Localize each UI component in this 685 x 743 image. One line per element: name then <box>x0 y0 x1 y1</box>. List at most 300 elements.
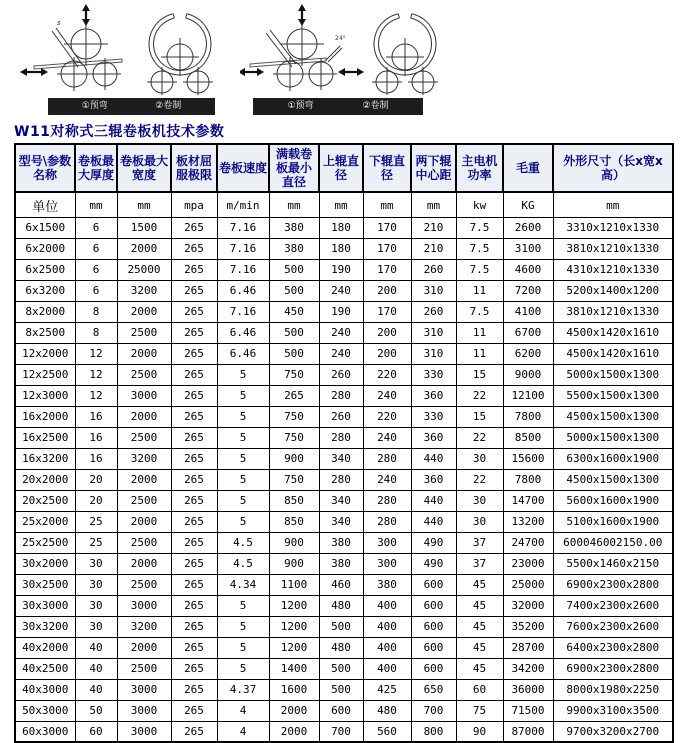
value-cell: 265 <box>171 343 217 364</box>
value-cell: 400 <box>363 595 411 616</box>
value-cell: 7.5 <box>456 217 503 238</box>
value-cell: 850 <box>269 511 319 532</box>
value-cell: 30 <box>456 448 503 469</box>
value-cell: 5 <box>217 658 269 679</box>
table-row <box>15 469 673 490</box>
value-cell: 5 <box>217 448 269 469</box>
value-cell: 750 <box>269 364 319 385</box>
model-cell: 30x3000 <box>15 595 75 616</box>
model-cell: 12x2500 <box>15 364 75 385</box>
value-cell: 22 <box>456 427 503 448</box>
value-cell: 280 <box>319 469 363 490</box>
value-cell: 5 <box>217 385 269 406</box>
bent-sheet-edge <box>56 28 82 64</box>
value-cell: 280 <box>319 427 363 448</box>
value-cell: 2000 <box>117 553 171 574</box>
value-cell: 500 <box>319 658 363 679</box>
value-cell: 180 <box>319 217 363 238</box>
value-cell: 11 <box>456 280 503 301</box>
value-cell: 200 <box>363 322 411 343</box>
value-cell: 2000 <box>117 511 171 532</box>
model-cell: 30x3200 <box>15 616 75 637</box>
value-cell: 500 <box>269 322 319 343</box>
value-cell: 650 <box>411 679 456 700</box>
value-cell: 600 <box>411 658 456 679</box>
value-cell: 265 <box>171 469 217 490</box>
unit-cell: mm <box>117 192 171 217</box>
value-cell: 380 <box>269 217 319 238</box>
value-cell: 2500 <box>117 532 171 553</box>
value-cell: 600 <box>411 637 456 658</box>
value-cell: 5000x1500x1300 <box>553 364 673 385</box>
value-cell: 15 <box>456 364 503 385</box>
header-row <box>15 144 673 192</box>
value-cell: 400 <box>363 658 411 679</box>
value-cell: 37 <box>456 553 503 574</box>
value-cell: 6200 <box>503 343 553 364</box>
value-cell: 12 <box>75 385 117 406</box>
value-cell: 87000 <box>503 721 553 742</box>
value-cell: 71500 <box>503 700 553 721</box>
value-cell: 260 <box>319 406 363 427</box>
value-cell: 380 <box>319 553 363 574</box>
value-cell: 4500x1500x1300 <box>553 469 673 490</box>
value-cell: 240 <box>363 427 411 448</box>
value-cell: 7400x2300x2600 <box>553 595 673 616</box>
value-cell: 170 <box>363 238 411 259</box>
value-cell: 4 <box>217 721 269 742</box>
model-cell: 40x3000 <box>15 679 75 700</box>
prebend-diagram <box>240 4 364 91</box>
value-cell: 30 <box>75 553 117 574</box>
value-cell: 7.5 <box>456 259 503 280</box>
value-cell: 180 <box>319 238 363 259</box>
model-cell: 8x2000 <box>15 301 75 322</box>
value-cell: 280 <box>363 448 411 469</box>
value-cell: 500 <box>319 616 363 637</box>
model-cell: 25x2000 <box>15 511 75 532</box>
value-cell: 7600x2300x2600 <box>553 616 673 637</box>
model-cell: 12x3000 <box>15 385 75 406</box>
value-cell: 310 <box>411 343 456 364</box>
value-cell: 1200 <box>269 595 319 616</box>
value-cell: 4.5 <box>217 532 269 553</box>
value-cell: 500 <box>269 280 319 301</box>
model-cell: 8x2500 <box>15 322 75 343</box>
model-cell: 6x1500 <box>15 217 75 238</box>
value-cell: 28700 <box>503 637 553 658</box>
value-cell: 3000 <box>117 679 171 700</box>
value-cell: 5 <box>217 637 269 658</box>
model-cell: 6x3200 <box>15 280 75 301</box>
table-row <box>15 616 673 637</box>
value-cell: 30 <box>75 595 117 616</box>
value-cell: 7.16 <box>217 238 269 259</box>
table-row <box>15 595 673 616</box>
value-cell: 6 <box>75 259 117 280</box>
table-row <box>15 511 673 532</box>
value-cell: 700 <box>411 700 456 721</box>
value-cell: 265 <box>171 700 217 721</box>
table-row <box>15 259 673 280</box>
table-row <box>15 322 673 343</box>
unit-row-label: 单位 <box>15 192 75 217</box>
bent-sheet-edge <box>270 30 296 64</box>
value-cell: 265 <box>171 364 217 385</box>
column-header: 两下辊中心距 <box>411 144 456 192</box>
value-cell: 23000 <box>503 553 553 574</box>
value-cell: 360 <box>411 469 456 490</box>
value-cell: 190 <box>319 301 363 322</box>
value-cell: 9000 <box>503 364 553 385</box>
value-cell: 450 <box>269 301 319 322</box>
value-cell: 7800 <box>503 406 553 427</box>
value-cell: 36000 <box>503 679 553 700</box>
value-cell: 2500 <box>117 574 171 595</box>
value-cell: 7.16 <box>217 301 269 322</box>
value-cell: 11 <box>456 343 503 364</box>
table-row <box>15 385 673 406</box>
value-cell: 11 <box>456 322 503 343</box>
value-cell: 6 <box>75 238 117 259</box>
table-row <box>15 238 673 259</box>
value-cell: 30 <box>456 511 503 532</box>
value-cell: 265 <box>171 616 217 637</box>
value-cell: 700 <box>319 721 363 742</box>
plate-shape <box>34 59 122 69</box>
value-cell: 750 <box>269 406 319 427</box>
value-cell: 440 <box>411 448 456 469</box>
value-cell: 1500 <box>117 217 171 238</box>
value-cell: 500 <box>269 259 319 280</box>
value-cell: 190 <box>319 259 363 280</box>
column-header: 板材屈服极限 <box>171 144 217 192</box>
value-cell: 400 <box>363 616 411 637</box>
value-cell: 7800 <box>503 469 553 490</box>
value-cell: 340 <box>319 448 363 469</box>
value-cell: 170 <box>363 301 411 322</box>
value-cell: 310 <box>411 280 456 301</box>
value-cell: 5500x1500x1300 <box>553 385 673 406</box>
unit-cell: mm <box>363 192 411 217</box>
value-cell: 25 <box>75 532 117 553</box>
value-cell: 34200 <box>503 658 553 679</box>
value-cell: 6300x1600x1900 <box>553 448 673 469</box>
value-cell: 16 <box>75 448 117 469</box>
value-cell: 600 <box>319 700 363 721</box>
unit-cell: mm <box>553 192 673 217</box>
horizontal-double-arrow-left-icon <box>240 68 264 76</box>
value-cell: 265 <box>171 679 217 700</box>
value-cell: 900 <box>269 532 319 553</box>
value-cell: 4100 <box>503 301 553 322</box>
value-cell: 15 <box>456 406 503 427</box>
table-row <box>15 301 673 322</box>
value-cell: 360 <box>411 427 456 448</box>
table-row <box>15 490 673 511</box>
spec-table <box>14 143 674 743</box>
value-cell: 360 <box>411 385 456 406</box>
value-cell: 12100 <box>503 385 553 406</box>
value-cell: 22 <box>456 385 503 406</box>
value-cell: 30 <box>456 490 503 511</box>
value-cell: 12 <box>75 343 117 364</box>
value-cell: 600 <box>411 616 456 637</box>
value-cell: 25 <box>75 511 117 532</box>
value-cell: 14700 <box>503 490 553 511</box>
value-cell: 8 <box>75 301 117 322</box>
table-row <box>15 406 673 427</box>
value-cell: 5 <box>217 595 269 616</box>
value-cell: 600 <box>411 595 456 616</box>
model-cell: 30x2000 <box>15 553 75 574</box>
value-cell: 265 <box>171 385 217 406</box>
value-cell: 240 <box>319 343 363 364</box>
model-cell: 50x3000 <box>15 700 75 721</box>
value-cell: 3810x1210x1330 <box>553 301 673 322</box>
table-row <box>15 217 673 238</box>
table-row <box>15 679 673 700</box>
value-cell: 3310x1210x1330 <box>553 217 673 238</box>
value-cell: 32000 <box>503 595 553 616</box>
value-cell: 6900x2300x2800 <box>553 574 673 595</box>
value-cell: 380 <box>319 532 363 553</box>
table-row <box>15 637 673 658</box>
value-cell: 2000 <box>269 721 319 742</box>
value-cell: 6 <box>75 217 117 238</box>
value-cell: 7200 <box>503 280 553 301</box>
value-cell: 35200 <box>503 616 553 637</box>
value-cell: 265 <box>171 637 217 658</box>
value-cell: 460 <box>319 574 363 595</box>
value-cell: 220 <box>363 364 411 385</box>
model-cell: 40x2000 <box>15 637 75 658</box>
step1-label: ①预弯 <box>287 101 314 111</box>
value-cell: 210 <box>411 217 456 238</box>
value-cell: 7.5 <box>456 238 503 259</box>
table-row <box>15 280 673 301</box>
value-cell: 280 <box>363 490 411 511</box>
value-cell: 600 <box>411 574 456 595</box>
value-cell: 5000x1500x1300 <box>553 427 673 448</box>
roller-bending-diagram-2 <box>240 4 450 96</box>
column-header: 卷板最大厚度 <box>75 144 117 192</box>
value-cell: 265 <box>171 406 217 427</box>
value-cell: 480 <box>319 637 363 658</box>
value-cell: 5500x1460x2150 <box>553 553 673 574</box>
value-cell: 3200 <box>117 616 171 637</box>
value-cell: 7.5 <box>456 301 503 322</box>
value-cell: 3810x1210x1330 <box>553 238 673 259</box>
value-cell: 265 <box>171 427 217 448</box>
value-cell: 240 <box>363 469 411 490</box>
value-cell: 5100x1600x1900 <box>553 511 673 532</box>
value-cell: 170 <box>363 217 411 238</box>
value-cell: 265 <box>171 658 217 679</box>
value-cell: 2500 <box>117 658 171 679</box>
value-cell: 240 <box>363 385 411 406</box>
model-cell: 30x2500 <box>15 574 75 595</box>
value-cell: 12 <box>75 364 117 385</box>
value-cell: 340 <box>319 490 363 511</box>
value-cell: 7.16 <box>217 217 269 238</box>
unit-cell: m/min <box>217 192 269 217</box>
value-cell: 25000 <box>503 574 553 595</box>
value-cell: 45 <box>456 616 503 637</box>
column-header: 型号\参数名称 <box>15 144 75 192</box>
value-cell: 560 <box>363 721 411 742</box>
value-cell: 40 <box>75 679 117 700</box>
value-cell: 16 <box>75 427 117 448</box>
value-cell: 5 <box>217 406 269 427</box>
value-cell: 4500x1420x1610 <box>553 343 673 364</box>
value-cell: 4.34 <box>217 574 269 595</box>
value-cell: 6 <box>75 280 117 301</box>
model-cell: 60x3000 <box>15 721 75 742</box>
annotation-angle: 24° <box>335 35 346 42</box>
value-cell: 240 <box>319 322 363 343</box>
value-cell: 75 <box>456 700 503 721</box>
roller-bending-diagram-1 <box>20 4 225 96</box>
value-cell: 265 <box>171 595 217 616</box>
value-cell: 500 <box>319 679 363 700</box>
value-cell: 30 <box>75 574 117 595</box>
value-cell: 3000 <box>117 385 171 406</box>
value-cell: 750 <box>269 427 319 448</box>
column-header: 卷板速度 <box>217 144 269 192</box>
value-cell: 3000 <box>117 721 171 742</box>
value-cell: 5 <box>217 469 269 490</box>
value-cell: 200 <box>363 343 411 364</box>
value-cell: 6400x2300x2800 <box>553 637 673 658</box>
model-cell: 16x3200 <box>15 448 75 469</box>
value-cell: 850 <box>269 490 319 511</box>
value-cell: 300 <box>363 553 411 574</box>
value-cell: 15600 <box>503 448 553 469</box>
value-cell: 90 <box>456 721 503 742</box>
value-cell: 265 <box>171 322 217 343</box>
unit-cell: mm <box>269 192 319 217</box>
value-cell: 400 <box>363 637 411 658</box>
value-cell: 6.46 <box>217 280 269 301</box>
table-row <box>15 427 673 448</box>
value-cell: 25000 <box>117 259 171 280</box>
value-cell: 265 <box>171 238 217 259</box>
value-cell: 265 <box>171 217 217 238</box>
value-cell: 490 <box>411 553 456 574</box>
value-cell: 50 <box>75 700 117 721</box>
value-cell: 440 <box>411 490 456 511</box>
value-cell: 9700x3200x2700 <box>553 721 673 742</box>
value-cell: 330 <box>411 406 456 427</box>
table-row <box>15 448 673 469</box>
value-cell: 6700 <box>503 322 553 343</box>
model-cell: 20x2500 <box>15 490 75 511</box>
column-header: 主电机功率 <box>456 144 503 192</box>
value-cell: 380 <box>363 574 411 595</box>
value-cell: 6.46 <box>217 343 269 364</box>
value-cell: 340 <box>319 511 363 532</box>
unit-cell: kw <box>456 192 503 217</box>
value-cell: 2000 <box>117 637 171 658</box>
column-header: 外形尺寸（长x宽x高） <box>553 144 673 192</box>
value-cell: 3200 <box>117 448 171 469</box>
value-cell: 3100 <box>503 238 553 259</box>
value-cell: 1100 <box>269 574 319 595</box>
value-cell: 3200 <box>117 280 171 301</box>
value-cell: 280 <box>319 385 363 406</box>
column-header: 卷板最大宽度 <box>117 144 171 192</box>
value-cell: 4600 <box>503 259 553 280</box>
model-cell: 16x2500 <box>15 427 75 448</box>
bent-plate-end <box>328 48 342 62</box>
value-cell: 220 <box>363 406 411 427</box>
table-body <box>15 217 673 742</box>
value-cell: 5 <box>217 616 269 637</box>
value-cell: 800 <box>411 721 456 742</box>
value-cell: 1200 <box>269 616 319 637</box>
model-cell: 6x2000 <box>15 238 75 259</box>
value-cell: 265 <box>171 490 217 511</box>
unit-cell: mm <box>319 192 363 217</box>
horizontal-double-arrow-right-icon <box>338 68 364 76</box>
unit-cell: KG <box>503 192 553 217</box>
value-cell: 750 <box>269 469 319 490</box>
model-cell: 25x2500 <box>15 532 75 553</box>
diagram-group-prebend-roll-2 <box>240 4 450 115</box>
value-cell: 5 <box>217 427 269 448</box>
value-cell: 310 <box>411 322 456 343</box>
table-row <box>15 343 673 364</box>
value-cell: 3000 <box>117 700 171 721</box>
value-cell: 45 <box>456 637 503 658</box>
column-header: 满载卷板最小直径 <box>269 144 319 192</box>
unit-cell: mm <box>411 192 456 217</box>
value-cell: 4310x1210x1330 <box>553 259 673 280</box>
value-cell: 240 <box>319 280 363 301</box>
value-cell: 2500 <box>117 490 171 511</box>
value-cell: 200 <box>363 280 411 301</box>
table-row <box>15 532 673 553</box>
value-cell: 265 <box>269 385 319 406</box>
value-cell: 380 <box>269 238 319 259</box>
value-cell: 24700 <box>503 532 553 553</box>
value-cell: 265 <box>171 721 217 742</box>
value-cell: 440 <box>411 511 456 532</box>
value-cell: 425 <box>363 679 411 700</box>
unit-row <box>15 192 673 217</box>
value-cell: 265 <box>171 259 217 280</box>
value-cell: 30 <box>75 616 117 637</box>
value-cell: 40 <box>75 658 117 679</box>
prebend-diagram <box>20 4 122 91</box>
value-cell: 20 <box>75 490 117 511</box>
annotation-s: s <box>57 19 61 27</box>
value-cell: 4.37 <box>217 679 269 700</box>
bent-plate-end <box>326 46 340 60</box>
value-cell: 4500x1500x1300 <box>553 406 673 427</box>
step2-label: ②卷制 <box>155 101 182 111</box>
step2-label: ②卷制 <box>362 101 389 111</box>
roll-diagram <box>372 14 438 95</box>
model-cell: 40x2500 <box>15 658 75 679</box>
value-cell: 8000x1980x2250 <box>553 679 673 700</box>
value-cell: 4.5 <box>217 553 269 574</box>
value-cell: 330 <box>411 364 456 385</box>
value-cell: 8 <box>75 322 117 343</box>
value-cell: 9900x3100x3500 <box>553 700 673 721</box>
value-cell: 22 <box>456 469 503 490</box>
